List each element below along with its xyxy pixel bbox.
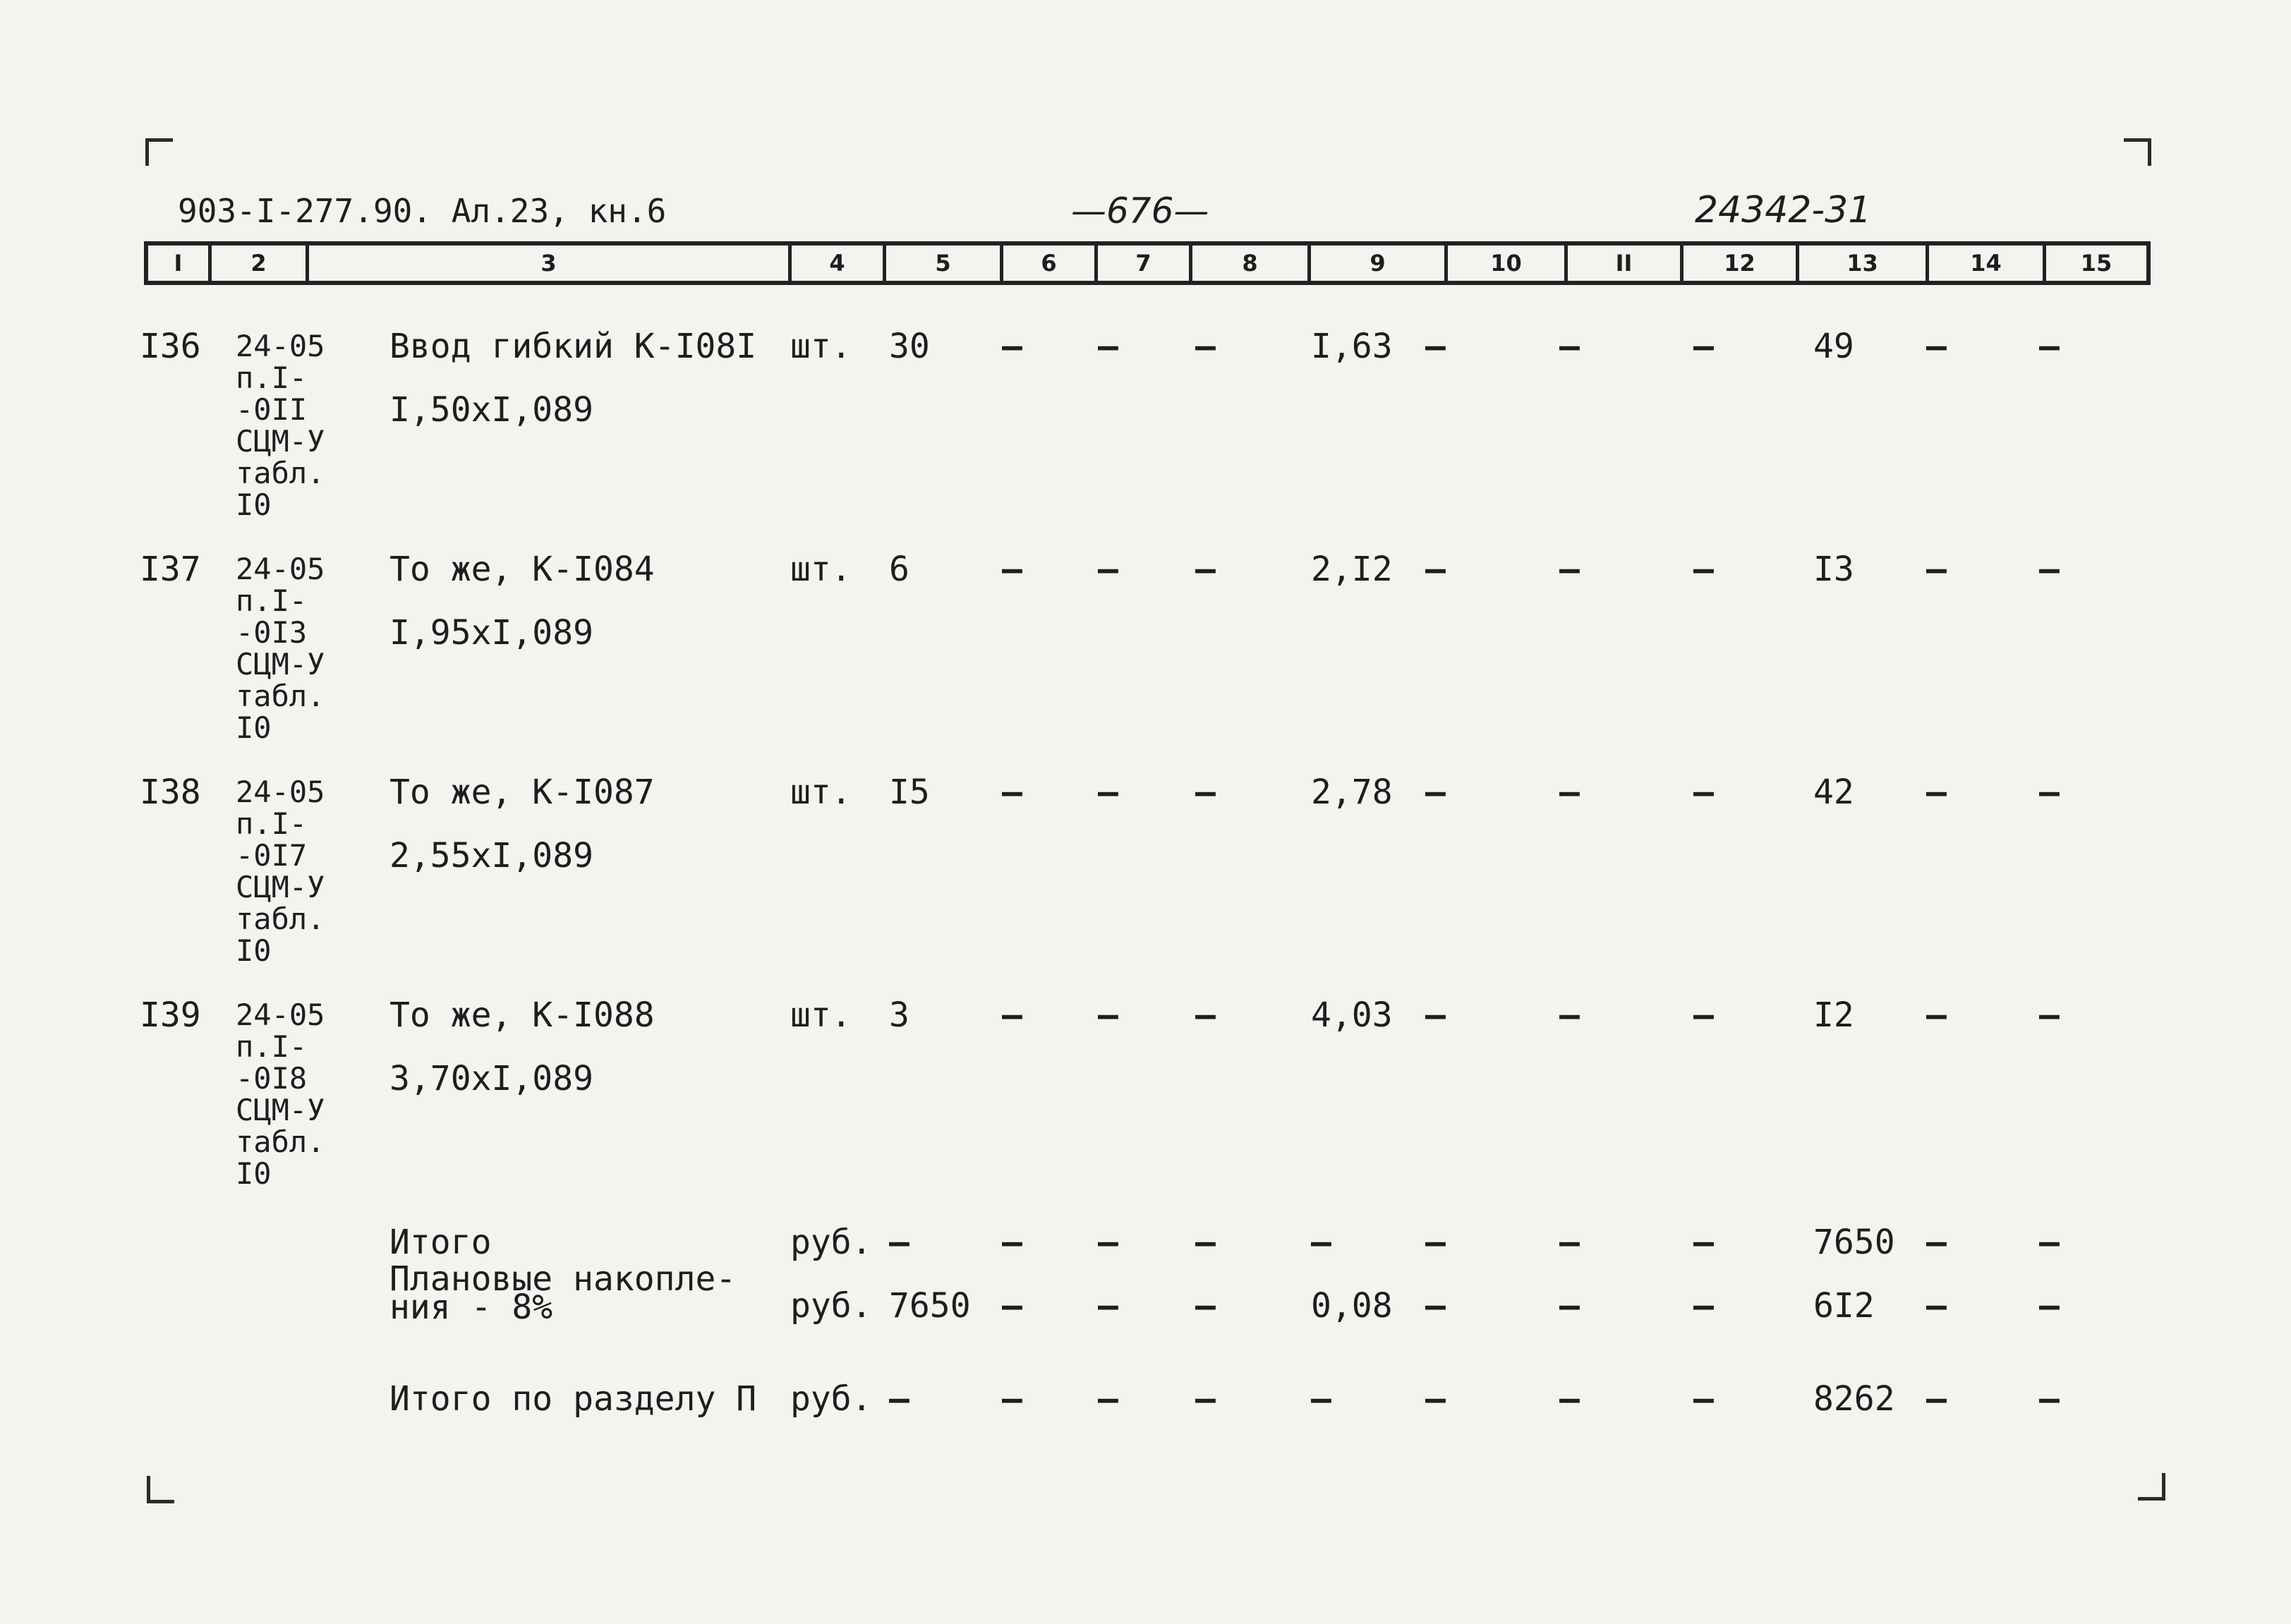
cell-col-15: – [2039,772,2060,812]
corner-mark-top-right [2124,138,2151,166]
cell-col-15: – [2039,327,2060,366]
norm-reference-line: СЦМ-У [236,870,325,904]
total-col-13: 6I2 [1813,1286,1875,1326]
total-col-7: – [1098,1379,1118,1419]
column-number-1: I [148,246,212,281]
item-unit: шт. [790,550,852,589]
total-col-12: – [1693,1379,1714,1419]
corner-mark-bottom-left [147,1476,174,1503]
total-col-14: – [1926,1379,1947,1419]
total-col-5: 7650 [889,1286,971,1326]
cell-col-10: – [1425,327,1446,366]
cell-col-11: – [1559,995,1580,1035]
norm-reference-line: табл. [236,679,325,713]
total-label: Итого по разделу П [389,1379,757,1419]
column-number-6: 6 [1003,246,1098,281]
norm-reference-line: -0I3 [236,615,308,650]
norm-reference-line: табл. [236,902,325,936]
item-name: То же, К-I084 [389,550,655,589]
cell-col-8: – [1195,772,1216,812]
item-quantity: 3 [889,995,909,1035]
total-col-5: – [889,1379,909,1419]
column-number-15: 15 [2080,250,2112,277]
cell-col-15: – [2039,550,2060,589]
item-unit: шт. [790,772,852,812]
item-size: I,95хI,089 [389,613,593,653]
total-col-15: – [2039,1286,2060,1326]
norm-reference-line: п.I- [236,583,308,618]
cell-col-14: – [1926,327,1947,366]
total-col-14: – [1926,1286,1947,1326]
cell-col-11: – [1559,327,1580,366]
norm-reference-line: п.I- [236,806,308,841]
item-number: I36 [140,327,201,366]
item-unit: шт. [790,995,852,1035]
column-number-9: 9 [1311,246,1448,281]
column-number-header [144,241,2151,285]
column-number-4: 4 [792,246,886,281]
total-col-15: – [2039,1379,2060,1419]
cell-col-7: – [1098,995,1118,1035]
total-col-9: – [1311,1223,1331,1262]
cell-col-9: 2,I2 [1311,550,1393,589]
column-number-11: II [1568,246,1684,281]
total-col-14: – [1926,1223,1947,1262]
page-number: —676— [1071,190,1209,231]
total-col-13: 7650 [1813,1223,1895,1262]
column-number-14: 14 [1929,246,2046,281]
item-number: I39 [140,995,201,1035]
cell-col-13: I2 [1813,995,1854,1035]
cell-col-6: – [1002,327,1022,366]
cell-col-6: – [1002,772,1022,812]
item-size: 3,70хI,089 [389,1059,593,1098]
total-col-11: – [1559,1286,1580,1326]
total-col-7: – [1098,1286,1118,1326]
total-label: Плановые накопле- [389,1259,737,1299]
column-number-2: 2 [212,246,309,281]
item-unit: шт. [790,327,852,366]
column-number-13: 13 [1799,246,1929,281]
item-size: I,50хI,089 [389,390,593,430]
column-number-12: 12 [1684,246,1799,281]
total-col-6: – [1002,1379,1022,1419]
norm-reference-line: -0I7 [236,838,308,873]
norm-reference-line: -0II [236,392,308,427]
column-number-5: 5 [886,246,1003,281]
cell-col-11: – [1559,772,1580,812]
norm-reference-line: СЦМ-У [236,647,325,681]
item-name: То же, К-I088 [389,995,655,1035]
total-col-9: – [1311,1379,1331,1419]
norm-reference-line: п.I- [236,1029,308,1064]
item-size: 2,55хI,089 [389,836,593,875]
total-label: Итого [389,1223,492,1262]
cell-col-10: – [1425,995,1446,1035]
item-number: I38 [140,772,201,812]
norm-reference-line: 24-05 [236,552,325,586]
item-quantity: 6 [889,550,909,589]
total-col-9: 0,08 [1311,1286,1393,1326]
cell-col-11: – [1559,550,1580,589]
total-col-10: – [1425,1286,1446,1326]
sheet-number: 24342-31 [1695,189,1872,231]
total-col-6: – [1002,1223,1022,1262]
cell-col-14: – [1926,550,1947,589]
corner-mark-top-left [145,138,173,166]
cell-col-13: 42 [1813,772,1854,812]
item-quantity: I5 [889,772,930,812]
norm-reference-line: табл. [236,456,325,490]
total-col-6: – [1002,1286,1022,1326]
document-code: 903-I-277.90. Ал.23, кн.6 [178,192,667,230]
cell-col-9: 4,03 [1311,995,1393,1035]
cell-col-7: – [1098,772,1118,812]
norm-reference-line: -0I8 [236,1061,308,1096]
norm-reference-line: табл. [236,1125,325,1159]
cell-col-10: – [1425,772,1446,812]
norm-reference-line: I0 [236,710,272,745]
norm-reference-line: СЦМ-У [236,424,325,459]
cell-col-9: 2,78 [1311,772,1393,812]
norm-reference-line: СЦМ-У [236,1093,325,1127]
cell-col-12: – [1693,995,1714,1035]
column-number-7: 7 [1098,246,1192,281]
norm-reference-line: I0 [236,1156,272,1191]
cell-col-7: – [1098,327,1118,366]
total-col-7: – [1098,1223,1118,1262]
total-label: ния - 8% [389,1287,553,1327]
total-col-12: – [1693,1223,1714,1262]
cell-col-13: 49 [1813,327,1854,366]
item-name: То же, К-I087 [389,772,655,812]
total-col-10: – [1425,1379,1446,1419]
norm-reference-line: I0 [236,487,272,522]
total-col-8: – [1195,1286,1216,1326]
column-number-10: 10 [1448,246,1568,281]
total-unit: руб. [790,1379,872,1419]
cell-col-8: – [1195,327,1216,366]
norm-reference-line: I0 [236,933,272,968]
total-unit: руб. [790,1286,872,1326]
total-col-5: – [889,1223,909,1262]
norm-reference-line: п.I- [236,360,308,395]
cell-col-10: – [1425,550,1446,589]
cell-col-12: – [1693,772,1714,812]
total-col-15: – [2039,1223,2060,1262]
cell-col-9: I,63 [1311,327,1393,366]
cell-col-13: I3 [1813,550,1854,589]
corner-mark-bottom-right [2138,1473,2165,1501]
total-unit: руб. [790,1223,872,1262]
norm-reference-line: 24-05 [236,998,325,1032]
total-col-11: – [1559,1379,1580,1419]
cell-col-15: – [2039,995,2060,1035]
cell-col-7: – [1098,550,1118,589]
item-quantity: 30 [889,327,930,366]
column-number-3: 3 [309,246,792,281]
total-col-13: 8262 [1813,1379,1895,1419]
cell-col-12: – [1693,550,1714,589]
cell-col-12: – [1693,327,1714,366]
item-number: I37 [140,550,201,589]
total-col-12: – [1693,1286,1714,1326]
total-col-11: – [1559,1223,1580,1262]
cell-col-14: – [1926,772,1947,812]
total-col-8: – [1195,1379,1216,1419]
cell-col-6: – [1002,550,1022,589]
norm-reference-line: 24-05 [236,329,325,363]
cell-col-8: – [1195,550,1216,589]
item-name: Ввод гибкий К-I08I [389,327,757,366]
total-col-8: – [1195,1223,1216,1262]
cell-col-6: – [1002,995,1022,1035]
column-number-8: 8 [1192,246,1311,281]
norm-reference-line: 24-05 [236,775,325,809]
cell-col-8: – [1195,995,1216,1035]
total-col-10: – [1425,1223,1446,1262]
cell-col-14: – [1926,995,1947,1035]
